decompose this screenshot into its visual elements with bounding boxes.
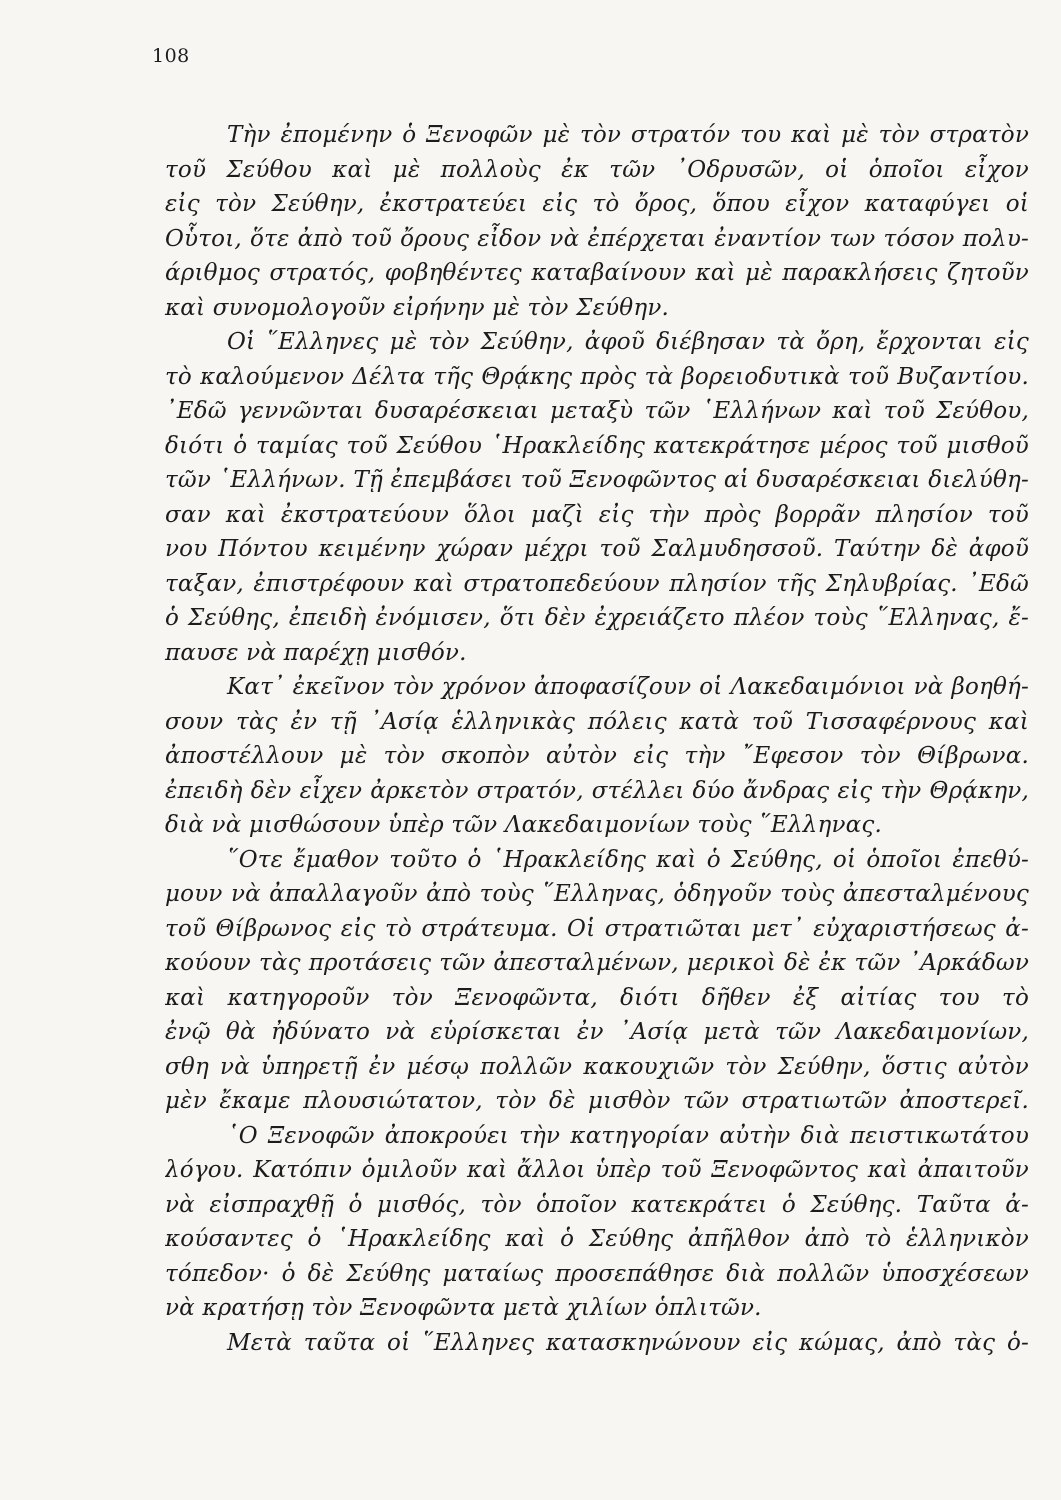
text-line: κούσαντες ὁ ῾Ηρακλείδης καὶ ὁ Σεύθης ἀπῆλθον ἀπὸ τὸ ἑλληνικὸν <box>165 1226 1029 1252</box>
text-line: τὸ καλούμενον Δέλτα τῆς Θρᾴκης πρὸς τὰ βορειοδυτικὰ τοῦ Βυζαντίου. <box>165 363 1029 390</box>
text-line: νὰ εἰσπραχθῇ ὁ μισθός, τὸν ὁποῖον κατεκράτει ὁ Σεύθης. Ταῦτα ἀ- <box>165 1191 1029 1218</box>
text-line: Κατ᾿ ἐκεῖνον τὸν χρόνον ἀποφασίζουν οἱ Λακεδαιμόνιοι νὰ βοηθή- <box>227 674 1029 700</box>
body-text <box>165 118 1029 1360</box>
text-line: Τὴν ἐπομένην ὁ Ξενοφῶν μὲ τὸν στρατόν του καὶ μὲ τὸν στρατὸν <box>227 122 1029 148</box>
text-line: ἐνῷ θὰ ἠδύνατο νὰ εὑρίσκεται ἐν ᾿Ασίᾳ μετὰ τῶν Λακεδαιμονίων, <box>165 1019 1029 1045</box>
text-line: παυσε νὰ παρέχῃ μισθόν. <box>165 639 467 666</box>
text-line: ῞Οτε ἔμαθον τοῦτο ὁ ῾Ηρακλείδης καὶ ὁ Σεύθης, οἱ ὁποῖοι ἐπεθύ- <box>227 846 1029 873</box>
text-line: ἐπειδὴ δὲν εἶχεν ἀρκετὸν στρατόν, στέλλει δύο ἄνδρας εἰς τὴν Θρᾴκην, <box>165 777 1029 804</box>
text-line: κούουν τὰς προτάσεις τῶν ἀπεσταλμένων, μερικοὶ δὲ ἐκ τῶν ᾿Αρκάδων <box>165 950 1029 976</box>
text-line: τοῦ Σεύθου καὶ μὲ πολλοὺς ἐκ τῶν ᾿Οδρυσῶν, οἱ ὁποῖοι εἶχον <box>165 156 1029 183</box>
text-line: ταξαν, ἐπιστρέφουν καὶ στρατοπεδεύουν πλησίον τῆς Σηλυβρίας. ᾿Εδῶ <box>165 570 1029 597</box>
text-line: ἀποστέλλουν μὲ τὸν σκοπὸν αὐτὸν εἰς τὴν ῎Εφεσον τὸν Θίβρωνα. <box>165 743 1029 769</box>
text-line: μὲν ἔκαμε πλουσιώτατον, τὸν δὲ μισθὸν τῶν στρατιωτῶν ἀποστερεῖ. <box>165 1088 1029 1114</box>
text-line: Μετὰ ταῦτα οἱ ῞Ελληνες κατασκηνώνουν εἰς κώμας, ἀπὸ τὰς ὁ- <box>227 1329 1029 1356</box>
text-line: σθη νὰ ὑπηρετῇ ἐν μέσῳ πολλῶν κακουχιῶν τὸν Σεύθην, ὅστις αὐτὸν <box>165 1053 1029 1080</box>
text-line: ὁ Σεύθης, ἐπειδὴ ἐνόμισεν, ὅτι δὲν ἐχρειάζετο πλέον τοὺς ῞Ελληνας, ἔ- <box>165 605 1029 631</box>
text-line: άριθμος στρατός, φοβηθέντες καταβαίνουν καὶ μὲ παρακλήσεις ζητοῦν <box>165 260 1029 286</box>
text-line: τοῦ Θίβρωνος εἰς τὸ στράτευμα. Οἱ στρατιῶται μετ᾿ εὐχαριστήσεως ἀ- <box>165 915 1029 942</box>
text-line: τῶν ῾Ελλήνων. Τῇ ἐπεμβάσει τοῦ Ξενοφῶντος αἱ δυσαρέσκειαι διελύθη- <box>165 467 1029 493</box>
text-line: Οὗτοι, ὅτε ἀπὸ τοῦ ὄρους εἶδον νὰ ἐπέρχεται ἐναντίον των τόσον πολυ- <box>165 225 1029 252</box>
text-line: ῾Ο Ξενοφῶν ἀποκρούει τὴν κατηγορίαν αὐτὴν διὰ πειστικωτάτου <box>227 1122 1029 1149</box>
text-line: λόγου. Κατόπιν ὁμιλοῦν καὶ ἄλλοι ὑπὲρ τοῦ Ξενοφῶντος καὶ ἀπαιτοῦν <box>165 1157 1029 1183</box>
text-line: νου Πόντου κειμένην χώραν μέχρι τοῦ Σαλμυδησσοῦ. Ταύτην δὲ ἀφοῦ <box>165 536 1029 562</box>
text-line: εἰς τὸν Σεύθην, ἐκστρατεύει εἰς τὸ ὄρος, ὅπου εἶχον καταφύγει οἱ <box>165 191 1029 217</box>
text-line: σαν καὶ ἐκστρατεύουν ὅλοι μαζὶ εἰς τὴν πρὸς βορρᾶν πλησίον τοῦ <box>165 501 1029 528</box>
text-line: καὶ συνομολογοῦν εἰρήνην μὲ τὸν Σεύθην. <box>165 294 670 321</box>
text-line: διότι ὁ ταμίας τοῦ Σεύθου ῾Ηρακλείδης κατεκράτησε μέρος τοῦ μισθοῦ <box>165 432 1029 459</box>
text-line: καὶ κατηγοροῦν τὸν Ξενοφῶντα, διότι δῆθεν ἐξ αἰτίας του τὸ <box>165 984 1029 1011</box>
text-line: σουν τὰς ἐν τῇ ᾿Ασίᾳ ἑλληνικὰς πόλεις κατὰ τοῦ Τισσαφέρνους καὶ <box>165 708 1029 735</box>
text-line: νὰ κρατήσῃ τὸν Ξενοφῶντα μετὰ χιλίων ὁπλιτῶν. <box>165 1295 762 1321</box>
text-line: διὰ νὰ μισθώσουν ὑπὲρ τῶν Λακεδαιμονίων τοὺς ῞Ελληνας. <box>165 812 882 838</box>
text-line: ᾿Εδῶ γεννῶνται δυσαρέσκειαι μεταξὺ τῶν ῾Ελλήνων καὶ τοῦ Σεύθου, <box>165 398 1029 424</box>
text-line: Οἱ ῞Ελληνες μὲ τὸν Σεύθην, ἀφοῦ διέβησαν τὰ ὄρη, ἔρχονται εἰς <box>227 329 1029 355</box>
page-number: 108 <box>152 45 190 67</box>
text-line: μουν νὰ ἀπαλλαγοῦν ἀπὸ τοὺς ῞Ελληνας, ὁδηγοῦν τοὺς ἀπεσταλμένους <box>165 881 1029 907</box>
text-line: τόπεδον· ὁ δὲ Σεύθης ματαίως προσεπάθησε διὰ πολλῶν ὑποσχέσεων <box>165 1260 1029 1287</box>
